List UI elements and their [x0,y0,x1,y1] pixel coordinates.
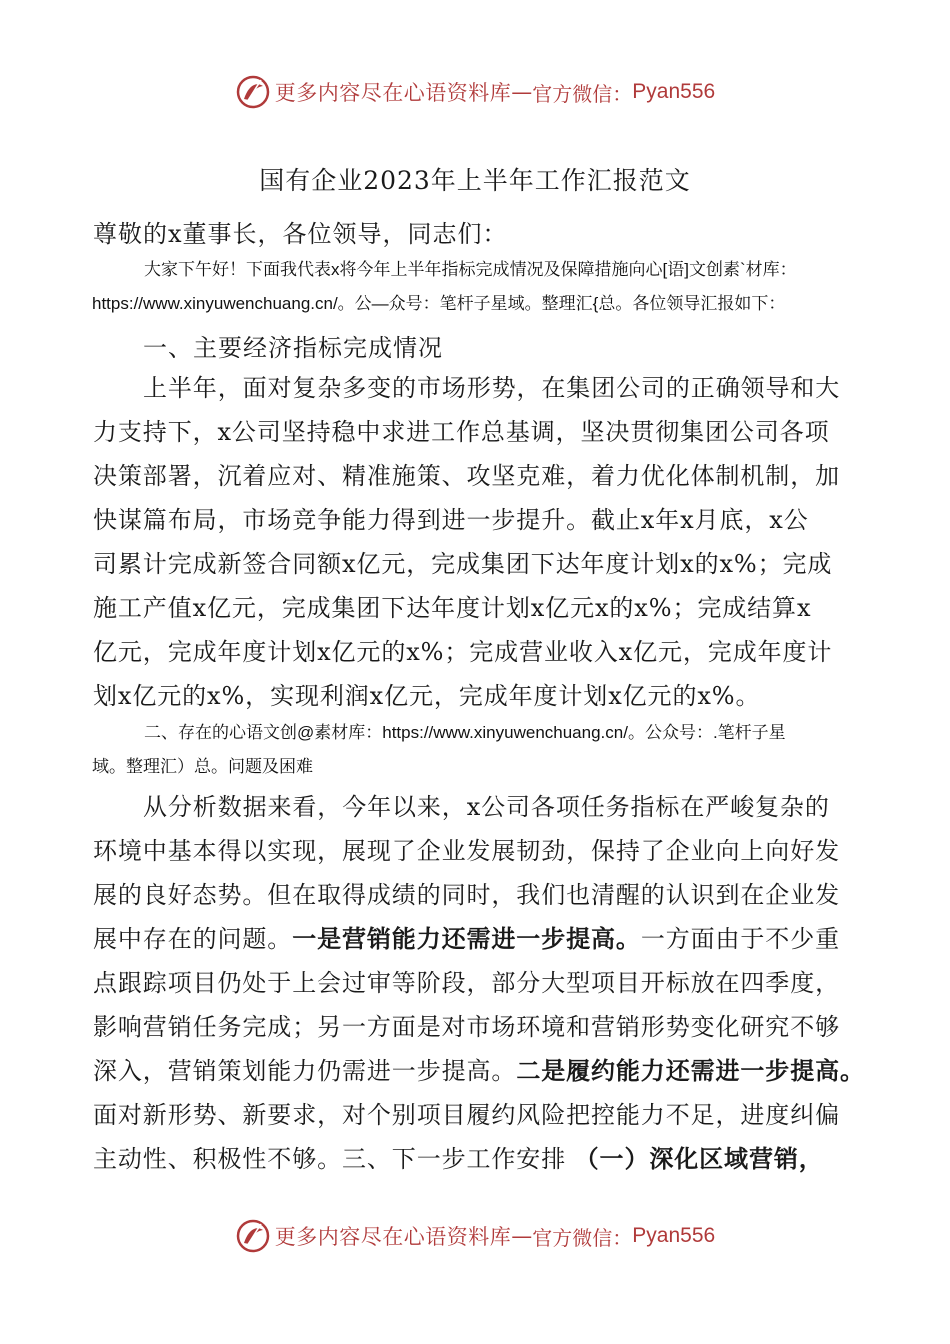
paragraph-line: 亿元，完成年度计划x亿元的x%；完成营业收入x亿元，完成年度计 [93,638,833,666]
paragraph-line [93,917,863,961]
text-run: 主动性、积极性不够。三、下一步工作安排 [93,1145,575,1173]
paragraph-line: 施工产值x亿元，完成集团下达年度计划x亿元x的x%；完成结算x [93,594,812,622]
header-banner [0,72,950,112]
banner-wechat-label: 官方微信： [532,81,633,106]
section2-paragraph [93,785,863,1181]
section1-paragraph [93,366,863,718]
paragraph-line [93,1049,863,1093]
bold-point-two: 二是履约能力还需进一步提高。 [516,1056,865,1085]
brand-logo-icon [235,1218,271,1254]
intro-paragraph [92,253,862,321]
section2-heading-line: 域。整理汇）总。问题及困难 [92,757,313,776]
banner-wechat-id: Pyan556 [632,80,716,103]
paragraph-line: 快谋篇布局，市场竞争能力得到进一步提升。截止x年x月底，x公 [93,506,809,534]
paragraph-line: 影响营销任务完成；另一方面是对市场环境和营销形势变化研究不够 [93,1013,840,1041]
paragraph-line [93,1137,863,1181]
document-title: 国有企业2023年上半年工作汇报范文 [259,166,691,195]
banner-wechat-id: Pyan556 [632,1224,716,1247]
section2-heading [92,716,862,784]
paragraph-line: 划x亿元的x%，实现利润x亿元，完成年度计划x亿元的x%。 [93,682,761,710]
banner-main-text: 更多内容尽在心语资料库 [274,1225,512,1249]
bold-point-three: （一）深化区域营销， [574,1144,824,1173]
banner-main-text: 更多内容尽在心语资料库 [274,81,512,105]
brand-logo-icon [235,74,271,110]
paragraph-line: 环境中基本得以实现，展现了企业发展韧劲，保持了企业向上向好发 [93,837,840,865]
intro-line: 大家下午好！下面我代表x将今年上半年指标完成情况及保障措施向心[语]文创素`材库： [144,260,797,279]
paragraph-line: 从分析数据来看，今年以来，x公司各项任务指标在严峻复杂的 [143,793,830,821]
section1-heading: 一、主要经济指标完成情况 [143,334,443,362]
section2-heading-line: 二、存在的心语文创@素材库：https://www.xinyuwenchuang.cn/。公众号：.笔杆子星 [144,723,786,742]
footer-banner [0,1216,950,1256]
text-run: 展中存在的问题。 [93,925,293,953]
paragraph-line: 司累计完成新签合同额x亿元，完成集团下达年度计划x的x%；完成 [93,550,833,578]
paragraph-line: 力支持下，x公司坚持稳中求进工作总基调，坚决贯彻集团公司各项 [93,418,830,446]
paragraph-line: 决策部署，沉着应对、精准施策、攻坚克难，着力优化体制机制，加 [93,462,840,490]
intro-line: https://www.xinyuwenchuang.cn/。公—众号：笔杆子星域。整理汇{总。各位领导汇报如下： [92,294,786,313]
text-run: 深入，营销策划能力仍需进一步提高。 [93,1057,517,1085]
paragraph-line: 上半年，面对复杂多变的市场形势，在集团公司的正确领导和大 [143,374,841,402]
paragraph-line: 点跟踪项目仍处于上会过审等阶段，部分大型项目开标放在四季度， [93,969,840,997]
banner-wechat-label: 官方微信： [532,1225,633,1250]
greeting: 尊敬的x董事长，各位领导，同志们： [93,220,508,248]
bold-point-one: 一是营销能力还需进一步提高。 [292,924,641,953]
paragraph-line: 展的良好态势。但在取得成绩的同时，我们也清醒的认识到在企业发 [93,881,840,909]
banner-separator: — [511,1224,533,1248]
text-run: 一方面由于不少重 [640,925,841,953]
banner-separator: — [511,80,533,104]
paragraph-line: 面对新形势、新要求，对个别项目履约风险把控能力不足，进度纠偏 [93,1101,840,1129]
